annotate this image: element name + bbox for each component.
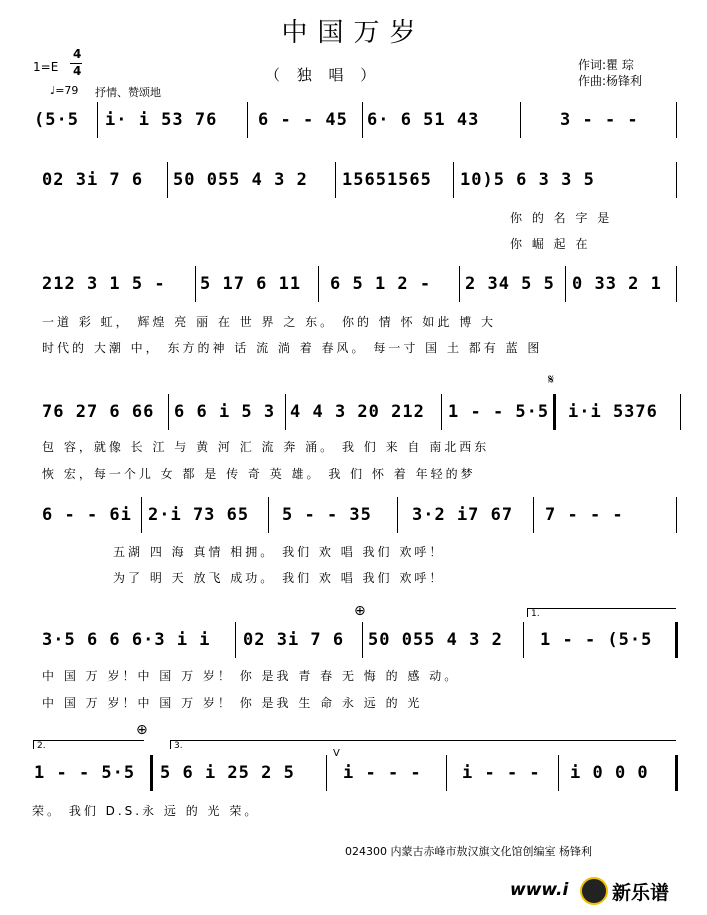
barline [533, 497, 534, 533]
barline [97, 102, 98, 138]
breath-mark: V [333, 748, 340, 759]
staff-row-7 [0, 753, 707, 793]
barline [285, 394, 286, 430]
notes-4-3: 4 4 3 20 212 [290, 402, 425, 422]
notes-3-2: 5 17 6 11 [200, 274, 302, 294]
volta-2-label: 2. [37, 741, 46, 751]
time-numerator: 4 [73, 47, 82, 61]
notes-4-5: i·i 5376 [568, 402, 658, 422]
notes-7-4: i - - - [462, 763, 541, 783]
watermark-brand: 新乐谱 [612, 882, 670, 904]
notes-4-1: 76 27 6 66 [42, 402, 155, 422]
staff-row-3 [0, 264, 707, 304]
lyric-line: 中 国 万 岁！中 国 万 岁！ 你 是我 生 命 永 远 的 光 [42, 696, 423, 710]
staff-row-5 [0, 495, 707, 535]
lyrics-row-2a [0, 209, 707, 227]
notes-5-5: 7 - - - [545, 505, 624, 525]
notes-1-5: 3 - - - [560, 110, 639, 130]
lyrics-row-7 [0, 802, 707, 820]
barline [326, 755, 327, 791]
barline [453, 162, 454, 198]
lyric-line: 为了 明 天 放飞 成功。 我们 欢 唱 我们 欢呼！ [113, 571, 445, 585]
footer-credit: 024300 内蒙古赤峰市敖汉旗文化馆创编室 杨锋利 [345, 845, 592, 858]
notes-1-1: (5·5 [34, 110, 79, 130]
notes-7-2: 5 6 i 25 2 5 [160, 763, 295, 783]
notes-3-4: 2 34 5 5 [465, 274, 555, 294]
barline [335, 162, 336, 198]
repeat-barline [553, 394, 556, 430]
lyric-line: 包 容，就像 长 江 与 黄 河 汇 流 奔 涌。 我 们 来 自 南北西东 [42, 440, 490, 454]
coda-icon: ⊕ [354, 603, 366, 619]
notes-7-1: 1 - - 5·5 [34, 763, 136, 783]
notes-6-3: 50 055 4 3 2 [368, 630, 503, 650]
final-barline [675, 755, 678, 791]
notes-5-3: 5 - - 35 [282, 505, 372, 525]
composer: 作曲:杨锋利 [578, 74, 643, 88]
lyric-line: 一道 彩 虹， 辉煌 亮 丽 在 世 界 之 东。 你的 情 怀 如此 博 大 [42, 315, 497, 329]
notes-6-4: 1 - - (5·5 [540, 630, 653, 650]
lyrics-row-3b [0, 339, 707, 357]
barline [676, 497, 677, 533]
barline [565, 266, 566, 302]
barline [168, 394, 169, 430]
coda-icon: ⊕ [136, 722, 148, 738]
barline [441, 394, 442, 430]
notes-2-4: 10)5 6 3 3 5 [460, 170, 595, 190]
barline [167, 162, 168, 198]
barline [195, 266, 196, 302]
lyric-line: 你 崛 起 在 [510, 237, 591, 251]
lyrics-row-4b [0, 465, 707, 483]
volta-1-bracket [527, 608, 676, 617]
notes-3-1: 212 3 1 5 - [42, 274, 166, 294]
volta-2-bracket [33, 740, 144, 749]
barline [558, 755, 559, 791]
barline [397, 497, 398, 533]
notes-1-2: i· i 53 76 [105, 110, 218, 130]
lyric-line: 时代的 大潮 中， 东方的神 话 流 淌 着 春风。 每一寸 国 土 都有 蓝 图 [42, 341, 543, 355]
staff-row-6 [0, 620, 707, 660]
watermark-url: www.i [510, 880, 569, 900]
lyric-line: 荣。 我们 D.S.永 远 的 光 荣。 [32, 804, 260, 818]
key-signature: 1=E [33, 60, 59, 74]
notes-2-3: 15651565 [342, 170, 432, 190]
notes-1-4: 6· 6 51 43 [367, 110, 480, 130]
notes-1-3: 6 - - 45 [258, 110, 348, 130]
staff-row-4 [0, 392, 707, 432]
segno-icon: 𝄋 [548, 372, 555, 388]
notes-5-1: 6 - - 6i [42, 505, 132, 525]
tempo-mark: ♩=79 [50, 84, 79, 97]
lyric-line: 恢 宏，每一个儿 女 都 是 传 奇 英 雄。 我 们 怀 着 年轻的梦 [42, 467, 476, 481]
lyrics-row-5b [0, 569, 707, 587]
notes-2-2: 50 055 4 3 2 [173, 170, 308, 190]
lyric-line: 五湖 四 海 真情 相拥。 我们 欢 唱 我们 欢呼！ [113, 545, 445, 559]
staff-row-2 [0, 160, 707, 200]
notes-2-1: 02 3i 7 6 [42, 170, 144, 190]
expression-mark: 抒情、赞颂地 [95, 86, 161, 99]
notes-3-3: 6 5 1 2 - [330, 274, 432, 294]
song-subtitle: （ 独 唱 ） [265, 66, 382, 84]
barline [676, 266, 677, 302]
volta-1-label: 1. [531, 609, 540, 619]
lyrics-row-5a [0, 543, 707, 561]
notes-4-2: 6 6 i 5 3 [174, 402, 276, 422]
notes-5-2: 2·i 73 65 [148, 505, 250, 525]
barline [268, 497, 269, 533]
notes-4-4: 1 - - 5·5 [448, 402, 550, 422]
lyrics-row-6b [0, 694, 707, 712]
notes-6-2: 02 3i 7 6 [243, 630, 345, 650]
lyric-line: 中 国 万 岁！中 国 万 岁！ 你 是我 青 春 无 悔 的 感 动。 [42, 669, 460, 683]
lyrics-row-2b [0, 235, 707, 253]
staff-row-1 [0, 100, 707, 140]
song-title: 中国万岁 [281, 18, 426, 48]
barline [446, 755, 447, 791]
barline [235, 622, 236, 658]
barline [680, 394, 681, 430]
barline [676, 162, 677, 198]
barline [523, 622, 524, 658]
barline [520, 102, 521, 138]
lyrics-row-4a [0, 438, 707, 456]
barline [459, 266, 460, 302]
barline [362, 102, 363, 138]
music-disc-icon [580, 877, 608, 905]
notes-7-3: i - - - [343, 763, 422, 783]
barline [247, 102, 248, 138]
repeat-barline [675, 622, 678, 658]
lyricist: 作词:瞿 琮 [578, 58, 634, 72]
notes-3-5: 0 33 2 1 [572, 274, 662, 294]
volta-3-label: 3. [174, 741, 183, 751]
lyric-line: 你 的 名 字 是 [510, 211, 613, 225]
lyrics-row-3a [0, 313, 707, 331]
barline [362, 622, 363, 658]
barline [318, 266, 319, 302]
notes-5-4: 3·2 i7 67 [412, 505, 514, 525]
lyrics-row-6a [0, 667, 707, 685]
notes-7-5: i 0 0 0 [570, 763, 649, 783]
notes-6-1: 3·5 6 6 6·3 i i [42, 630, 211, 650]
time-denominator: 4 [73, 64, 82, 78]
volta-3-bracket [170, 740, 676, 749]
double-barline [150, 755, 153, 791]
barline [141, 497, 142, 533]
barline [676, 102, 677, 138]
